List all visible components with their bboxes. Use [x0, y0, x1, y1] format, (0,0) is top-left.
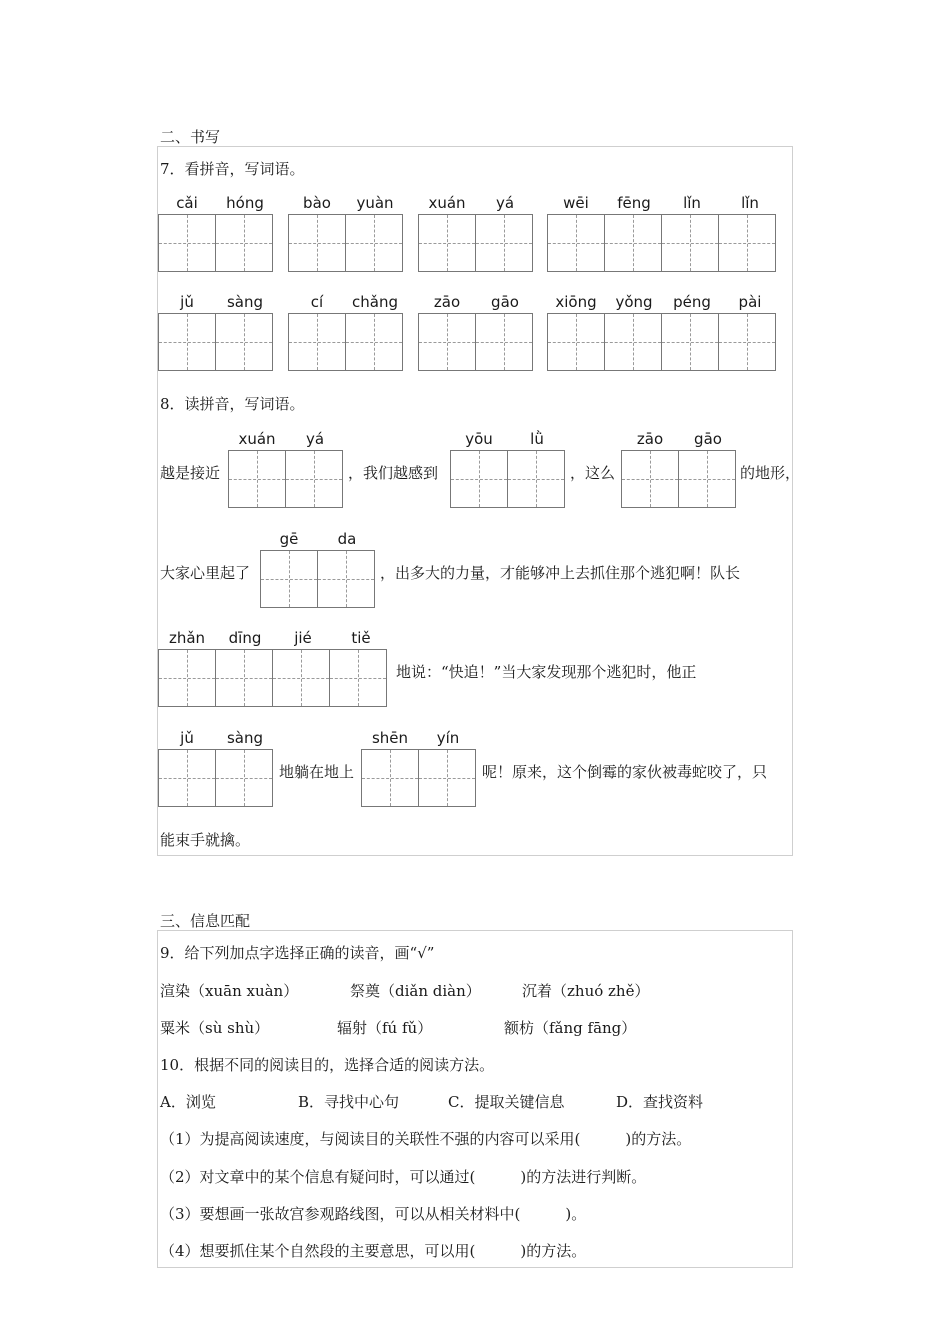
pinyin: wēi [563, 194, 589, 212]
pinyin: tiě [351, 629, 371, 647]
word-box-shenyin [361, 729, 477, 807]
pronunciation-item[interactable]: 额枋（fǎng fāng） [504, 1019, 637, 1037]
pronunciation-item[interactable]: 祭奠（diǎn diàn） [350, 982, 481, 1000]
word-box-zhandingjietie [158, 629, 390, 707]
pinyin: lǐn [683, 194, 701, 212]
sub-question-4[interactable]: （4）想要抓住某个自然段的主要意思，可以用( )的方法。 [160, 1242, 587, 1260]
pinyin: pài [738, 293, 762, 311]
writing-cell[interactable] [621, 450, 679, 508]
word-box-weifenglinlin [547, 194, 779, 272]
pinyin: shēn [371, 729, 409, 747]
writing-cell[interactable] [475, 214, 533, 272]
writing-cell[interactable] [361, 749, 419, 807]
pinyin: fēng [617, 194, 651, 212]
pinyin: cǎi [176, 194, 198, 212]
word-box-geda [260, 530, 376, 608]
writing-cell[interactable] [547, 214, 605, 272]
option-b: B．寻找中心句 [298, 1093, 400, 1111]
pinyin: dīng [228, 629, 262, 647]
word-box-xuanya [418, 194, 534, 272]
passage-text: ，这么 [570, 464, 616, 482]
word-box-xiongyongpengpai [547, 293, 779, 371]
writing-cell[interactable] [718, 214, 776, 272]
passage-text: ，我们越感到 [348, 464, 439, 482]
option-c: C．提取关键信息 [448, 1093, 565, 1111]
pinyin: yín [436, 729, 460, 747]
pinyin: xuán [428, 194, 466, 212]
writing-cell[interactable] [288, 214, 346, 272]
pinyin: da [337, 530, 357, 548]
pinyin: gāo [694, 430, 722, 448]
pronunciation-item[interactable]: 沉着（zhuó zhě） [522, 982, 650, 1000]
writing-cell[interactable] [475, 313, 533, 371]
writing-cell[interactable] [228, 450, 286, 508]
word-box-jusang [158, 293, 274, 371]
pinyin: yá [495, 194, 515, 212]
word-box-youlv [450, 430, 566, 508]
passage-text: 能束手就擒。 [160, 831, 251, 849]
section-title-matching: 三、信息匹配 [160, 912, 251, 930]
writing-cell[interactable] [158, 749, 216, 807]
writing-cell[interactable] [507, 450, 565, 508]
pronunciation-item[interactable]: 渲染（xuān xuàn） [160, 982, 299, 1000]
writing-cell[interactable] [215, 649, 273, 707]
writing-cell[interactable] [158, 313, 216, 371]
word-box-baoyuan [288, 194, 404, 272]
pinyin: xiōng [555, 293, 597, 311]
pinyin: jǔ [180, 729, 194, 747]
question-10-label: 10．根据不同的阅读目的，选择合适的阅读方法。 [160, 1056, 495, 1074]
passage-text: 地说：“快追！”当大家发现那个逃犯时，他正 [396, 663, 697, 681]
writing-cell[interactable] [317, 550, 375, 608]
pronunciation-item[interactable]: 辐射（fú fǔ） [337, 1019, 433, 1037]
pinyin: bào [303, 194, 331, 212]
passage-text: 大家心里起了 [160, 564, 251, 582]
pronunciation-item[interactable]: 粟米（sù shù） [160, 1019, 270, 1037]
pinyin: péng [673, 293, 711, 311]
writing-cell[interactable] [661, 313, 719, 371]
passage-text: 地躺在地上 [279, 763, 355, 781]
writing-cell[interactable] [260, 550, 318, 608]
writing-cell[interactable] [661, 214, 719, 272]
pinyin: yuàn [356, 194, 394, 212]
writing-cell[interactable] [158, 214, 216, 272]
writing-cell[interactable] [604, 214, 662, 272]
pinyin: lǜ [530, 430, 544, 448]
pinyin: lǐn [741, 194, 759, 212]
question-8-label: 8．读拼音，写词语。 [160, 395, 305, 413]
writing-cell[interactable] [547, 313, 605, 371]
writing-cell[interactable] [345, 313, 403, 371]
section-title-writing: 二、书写 [160, 128, 221, 146]
passage-text: 的地形， [740, 464, 801, 482]
word-box-cichang [288, 293, 404, 371]
pinyin: zāo [433, 293, 461, 311]
writing-cell[interactable] [215, 749, 273, 807]
pinyin: jié [294, 629, 312, 647]
option-d: D．查找资料 [616, 1093, 704, 1111]
pinyin: jǔ [180, 293, 194, 311]
question-9-label: 9．给下列加点字选择正确的读音，画“√” [160, 944, 435, 962]
writing-cell[interactable] [158, 649, 216, 707]
pinyin: yōu [465, 430, 493, 448]
pinyin: cí [310, 293, 324, 311]
word-box-jusang-2 [158, 729, 274, 807]
writing-cell[interactable] [718, 313, 776, 371]
pinyin: yǒng [615, 293, 653, 311]
pinyin: hóng [226, 194, 264, 212]
writing-cell[interactable] [418, 313, 476, 371]
sub-question-1[interactable]: （1）为提高阅读速度，与阅读目的关联性不强的内容可以采用( )的方法。 [160, 1130, 692, 1148]
writing-cell[interactable] [285, 450, 343, 508]
word-box-caihong [158, 194, 274, 272]
writing-cell[interactable] [450, 450, 508, 508]
pinyin: gāo [491, 293, 519, 311]
writing-cell[interactable] [215, 313, 273, 371]
writing-cell[interactable] [345, 214, 403, 272]
sub-question-2[interactable]: （2）对文章中的某个信息有疑问时，可以通过( )的方法进行判断。 [160, 1168, 647, 1186]
option-a: A．浏览 [160, 1093, 216, 1111]
writing-cell[interactable] [678, 450, 736, 508]
pinyin: gē [279, 530, 299, 548]
writing-cell[interactable] [272, 649, 330, 707]
writing-cell[interactable] [329, 649, 387, 707]
pinyin: zhǎn [168, 629, 206, 647]
writing-cell[interactable] [288, 313, 346, 371]
question-7-label: 7．看拼音，写词语。 [160, 160, 305, 178]
writing-cell[interactable] [418, 749, 476, 807]
passage-text: 呢！原来，这个倒霉的家伙被毒蛇咬了，只 [482, 763, 768, 781]
word-box-xuanya-2 [228, 430, 344, 508]
pinyin: yá [305, 430, 325, 448]
pinyin: sàng [226, 293, 264, 311]
writing-cell[interactable] [604, 313, 662, 371]
passage-text: 越是接近 [160, 464, 221, 482]
pinyin: sàng [226, 729, 264, 747]
writing-cell[interactable] [215, 214, 273, 272]
word-box-zaogao [418, 293, 534, 371]
pinyin: chǎng [352, 293, 398, 311]
sub-question-3[interactable]: （3）要想画一张故宫参观路线图，可以从相关材料中( )。 [160, 1205, 587, 1223]
pinyin: xuán [238, 430, 276, 448]
pinyin: zāo [636, 430, 664, 448]
writing-cell[interactable] [418, 214, 476, 272]
passage-text: ，出多大的力量，才能够冲上去抓住那个逃犯啊！队长 [380, 564, 741, 582]
word-box-zaogao-2 [621, 430, 737, 508]
